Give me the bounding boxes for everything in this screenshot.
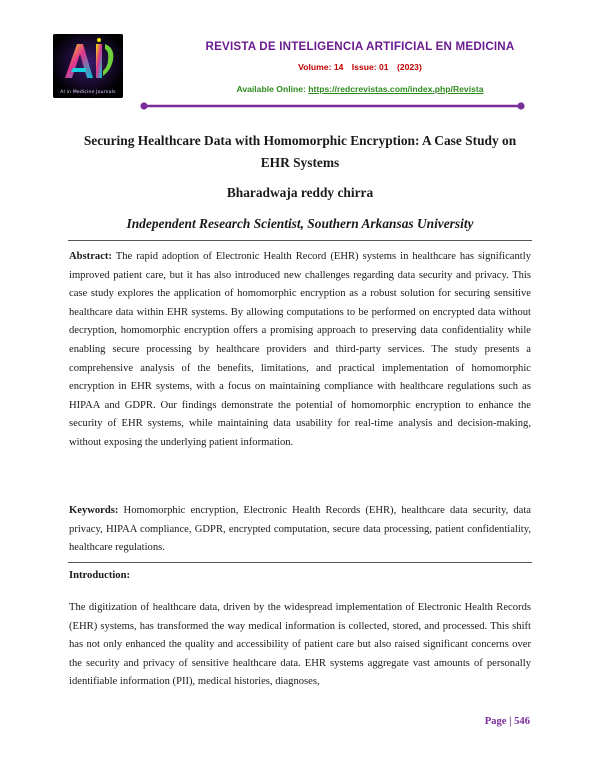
availability-line [130,84,590,94]
keywords-paragraph [69,502,531,558]
introduction-heading: Introduction: [69,570,131,581]
section-divider [68,240,532,241]
keywords-label: Keywords: [69,505,119,516]
issue: Issue: 01 [351,62,389,72]
volume: Volume: 14 [298,62,344,72]
ai-logo-icon [53,34,123,98]
volume-issue-line [130,62,590,72]
abstract-paragraph [69,248,531,453]
logo-caption: AI in Medicine Journals [60,90,116,95]
journal-title: REVISTA DE INTELIGENCIA ARTIFICIAL EN MEDICINA [205,40,515,53]
introduction-paragraph: The digitization of healthcare data, driven by the widespread implementation of Electronic Health Records (EHR) systems, has transformed the way medical information is collected, stored, and processed. This shift has not only enhanced the quality and accessibility of patient care but also raised significant concerns over the security and privacy of sensitive healthcare data. EHR systems aggregate vast amounts of personally identifiable information (PII), medical histories, diagnoses, [69,602,531,688]
section-divider [68,562,532,563]
journal-url-link[interactable]: https://redcrevistas.com/index.php/Revista [308,84,484,94]
journal-logo [53,34,123,98]
keywords-text: Homomorphic encryption, Electronic Health Records (EHR), healthcare data security, data privacy, HIPAA compliance, GDPR, encrypted computation, secure data processing, patient confidentiality, healthcare regulations. [69,505,531,554]
online-label: Available Online: [236,84,309,94]
header-divider [140,101,525,111]
author-affiliation: Independent Research Scientist, Southern Arkansas University [126,216,474,231]
author-name: Bharadwaja reddy chirra [226,185,374,200]
page-number: Page | 546 [484,716,530,727]
paper-title: Securing Healthcare Data with Homomorphic Encryption: A Case Study on EHR Systems [83,133,517,170]
abstract-text: The rapid adoption of Electronic Health Record (EHR) systems in healthcare has significantly improved patient care, but it has also introduced new challenges regarding data security and privacy. This case study explores the application of homomorphic encryption as a robust solution for securing sensitive healthcare data within EHR systems. By allowing computations to be performed on encrypted data without decryption, homomorphic encryption offers a promising approach to preserving data confidentiality while enabling secure processing by healthcare providers and third-party services. The study presents a comprehensive analysis of the benefits, limitations, and practical implementation of homomorphic encryption in EHR systems, with a focus on maintaining compliance with healthcare regulations such as HIPAA and GDPR. Our findings demonstrate the potential of homomorphic encryption to enhance the security of EHR systems, while maintaining data usability for real-time analysis and decision-making, without exposing the underlying patient information. [69,251,531,448]
year: (2023) [396,62,422,72]
abstract-label: Abstract: [69,251,112,262]
